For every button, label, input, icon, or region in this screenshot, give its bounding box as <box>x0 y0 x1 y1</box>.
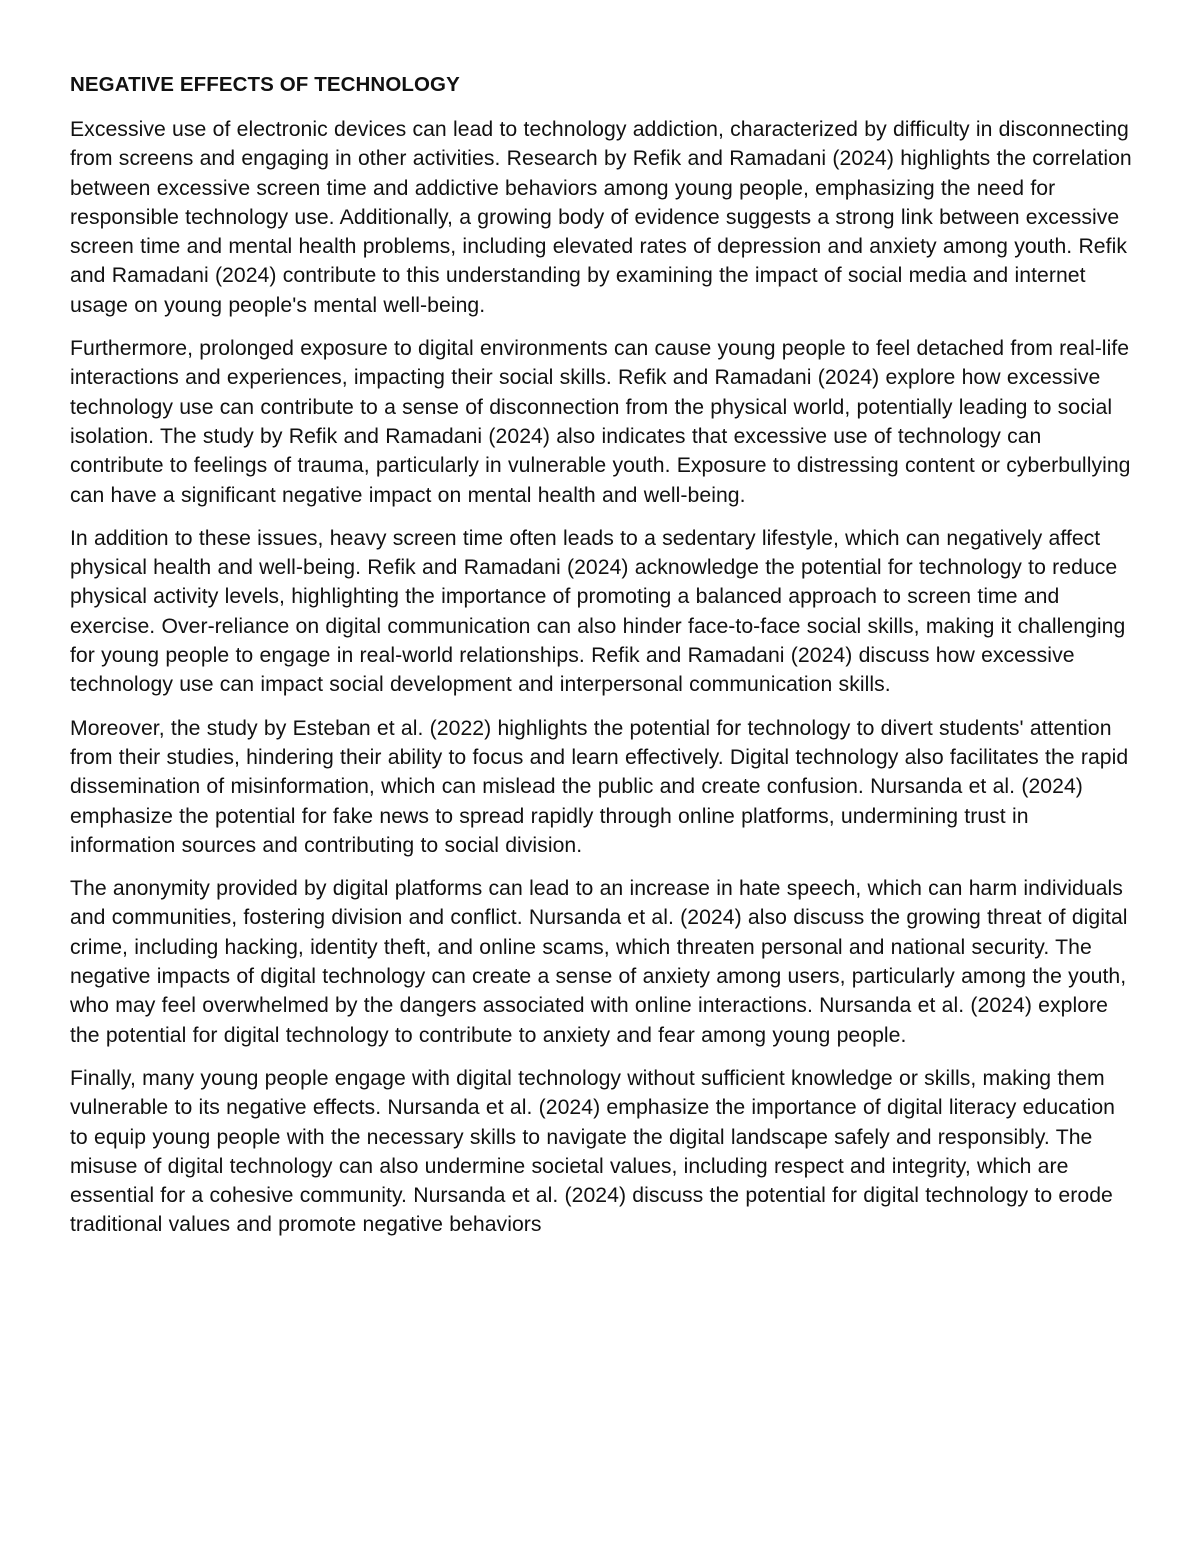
paragraph-4: Moreover, the study by Esteban et al. (2022) highlights the potential for technology to divert students' attention from their studies, hindering their ability to focus and learn effectively. Digital technology also facilitates the rapid dissemination of misinformation, which can mislead the public and create confusion. Nursanda et al. (2024) emphasize the potential for fake news to spread rapidly through online platforms, undermining trust in information sources and contributing to social division. <box>70 716 1129 857</box>
document-body <box>70 115 1132 1240</box>
paragraph-3: In addition to these issues, heavy screen time often leads to a sedentary lifestyle, which can negatively affect physical health and well-being. Refik and Ramadani (2024) acknowledge the potential for technology to reduce physical activity levels, highlighting the importance of promoting a balanced approach to screen time and exercise. Over-reliance on digital communication can also hinder face-to-face social skills, making it challenging for young people to engage in real-world relationships. Refik and Ramadani (2024) discuss how excessive technology use can impact social development and interpersonal communication skills. <box>70 526 1126 697</box>
paragraph-6: Finally, many young people engage with digital technology without sufficient knowledge or skills, making them vulnerable to its negative effects. Nursanda et al. (2024) emphasize the importance of digital literacy education to equip young people with the necessary skills to navigate the digital landscape safely and responsibly. The misuse of digital technology can also undermine societal values, including respect and integrity, which are essential for a cohesive community. Nursanda et al. (2024) discuss the potential for digital technology to erode traditional values and promote negative behaviors <box>70 1066 1116 1237</box>
paragraph-2: Furthermore, prolonged exposure to digital environments can cause young people to feel detached from real-life interactions and experiences, impacting their social skills. Refik and Ramadani (2024) explore how excessive technology use can contribute to a sense of disconnection from the physical world, potentially leading to social isolation. The study by Refik and Ramadani (2024) also indicates that excessive use of technology can contribute to feelings of trauma, particularly in vulnerable youth. Exposure to distressing content or cyberbullying can have a significant negative impact on mental health and well-being. <box>70 337 1131 507</box>
paragraph-5: The anonymity provided by digital platforms can lead to an increase in hate speech, which can harm individuals and communities, fostering division and conflict. Nursanda et al. (2024) also discuss the growing threat of digital crime, including hacking, identity theft, and online scams, which threaten personal and national security. The negative impacts of digital technology can create a sense of anxiety among users, particularly among the youth, who may feel overwhelmed by the dangers associated with online interactions. Nursanda et al. (2024) explore the potential for digital technology to contribute to anxiety and fear among young people. <box>70 877 1128 1047</box>
document-title: NEGATIVE EFFECTS OF TECHNOLOGY <box>70 73 460 96</box>
paragraph-1: Excessive use of electronic devices can lead to technology addiction, characterized by difficulty in disconnecting from screens and engaging in other activities. Research by Refik and Ramadani (2024) highlights the correlation between excessive screen time and addictive behaviors among young people, emphasizing the need for responsible technology use. Additionally, a growing body of evidence suggests a strong link between excessive screen time and mental health problems, including elevated rates of depression and anxiety among youth. Refik and Ramadani (2024) contribute to this understanding by examining the impact of social media and internet usage on young people's mental well-being. <box>70 118 1132 317</box>
